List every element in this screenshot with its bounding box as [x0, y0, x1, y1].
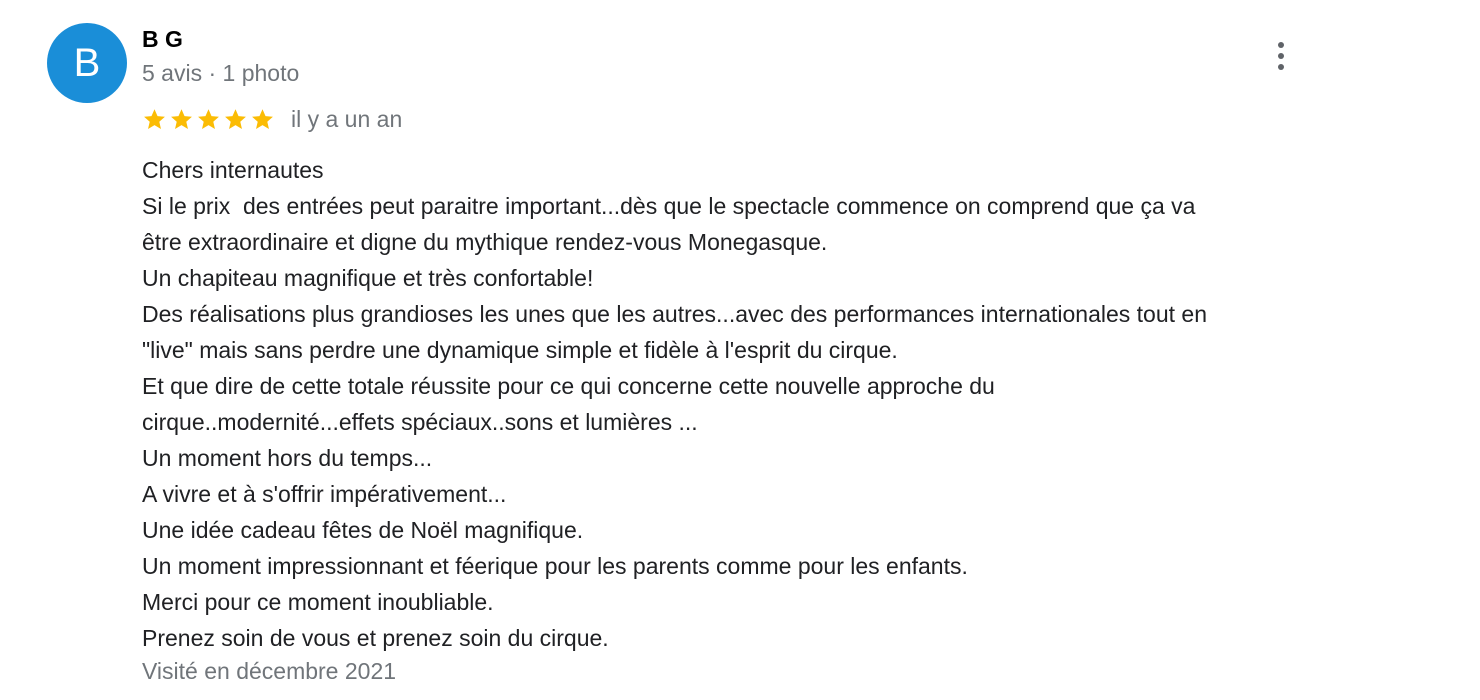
star-icon	[250, 107, 275, 132]
review-text-line: Chers internautes	[142, 157, 324, 183]
author-meta: 5 avis · 1 photo	[142, 60, 300, 86]
rating-row	[142, 104, 402, 134]
star-icon	[169, 107, 194, 132]
more-vert-icon	[1278, 64, 1284, 70]
review-text-line: "live" mais sans perdre une dynamique simple et fidèle à l'esprit du cirque.	[142, 337, 898, 363]
review-text-line: Si le prix des entrées peut paraitre important...dès que le spectacle commence on comprend que ça va	[142, 193, 1196, 219]
review-text-line: Un chapiteau magnifique et très confortable!	[142, 265, 594, 291]
visit-date: Visité en décembre 2021	[142, 658, 397, 684]
review-text-line: Une idée cadeau fêtes de Noël magnifique.	[142, 517, 584, 543]
avatar[interactable]	[47, 23, 127, 103]
star-icon	[142, 107, 167, 132]
avatar-initial: B	[73, 41, 101, 85]
star-icon	[196, 107, 221, 132]
more-vert-icon	[1278, 53, 1284, 59]
star-icon	[223, 107, 248, 132]
review-text-line: Et que dire de cette totale réussite pour ce qui concerne cette nouvelle approche du	[142, 373, 995, 399]
review-text-line: Des réalisations plus grandioses les unes que les autres...avec des performances internationales tout en	[142, 301, 1207, 327]
review-text	[142, 152, 1372, 656]
review-text-line: Prenez soin de vous et prenez soin du cirque.	[142, 625, 609, 651]
review-date: il y a un an	[291, 106, 403, 132]
star-rating	[142, 107, 275, 132]
more-options-button[interactable]	[1266, 38, 1296, 74]
review-text-line: A vivre et à s'offrir impérativement...	[142, 481, 507, 507]
more-vert-icon	[1278, 42, 1284, 48]
review-text-line: Un moment impressionnant et féerique pour les parents comme pour les enfants.	[142, 553, 968, 579]
author-name[interactable]: B G	[142, 26, 183, 52]
review-text-line: Merci pour ce moment inoubliable.	[142, 589, 494, 615]
review-text-line: être extraordinaire et digne du mythique rendez-vous Monegasque.	[142, 229, 828, 255]
review-text-line: Un moment hors du temps...	[142, 445, 433, 471]
review-text-line: cirque..modernité...effets spéciaux..sons et lumières ...	[142, 409, 698, 435]
